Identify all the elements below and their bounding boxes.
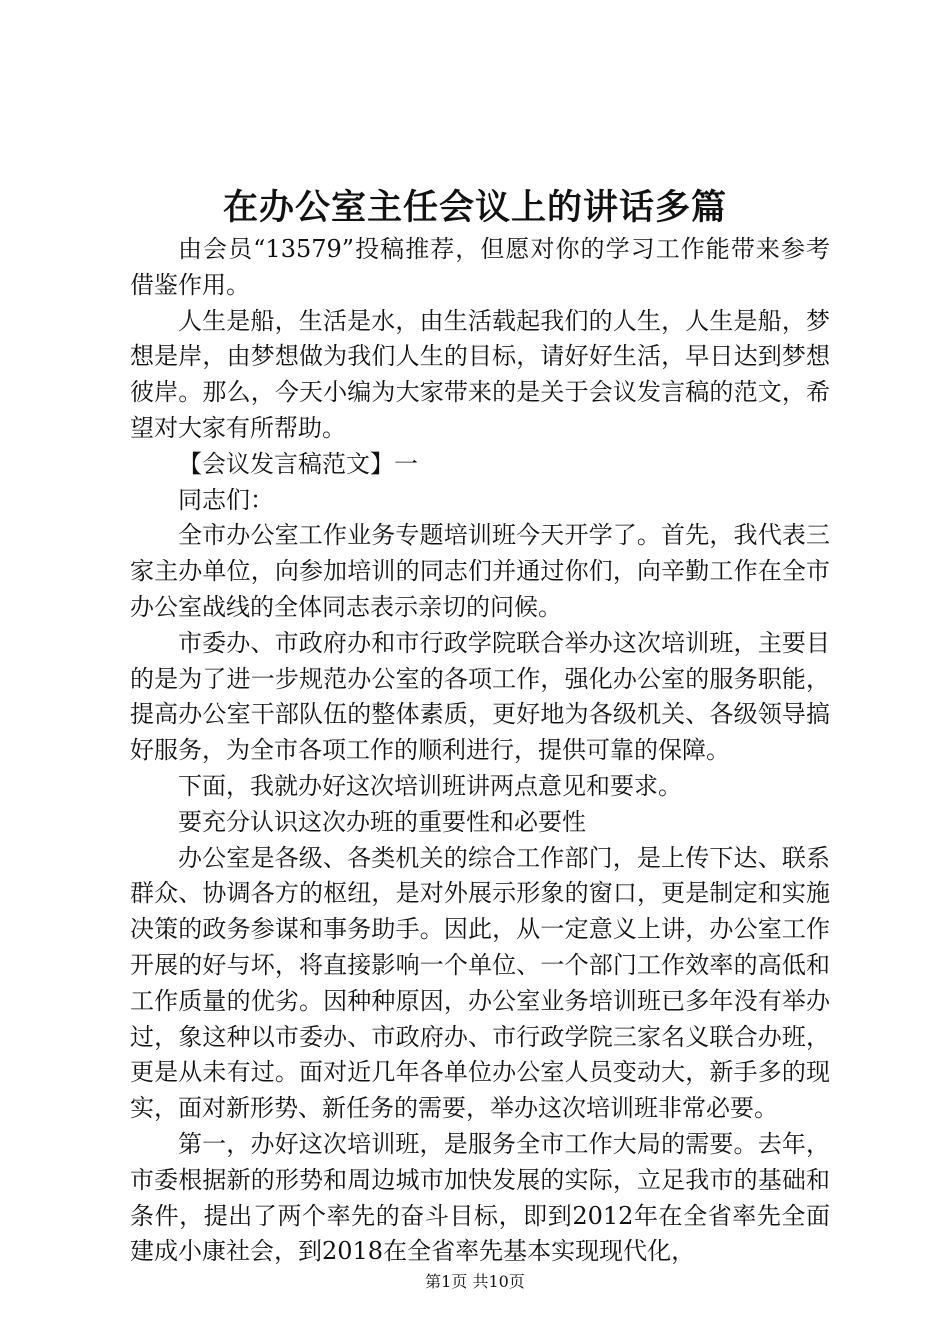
body-paragraph: 办公室是各级、各类机关的综合工作部门，是上传下达、联系群众、协调各方的枢纽，是对外展示形象的窗口，更是制定和实施决策的政务参谋和事务助手。因此，从一定意义上讲，办公室工作开展的好与坏，将直接影响一个单位、一个部门工作效率的高低和工作质量的优劣。因种种原因，办公室业务培训班已多年没有举办过，象这种以市委办、市政府办、市行政学院三家名义联合办班，更是从未有过。面对近几年各单位办公室人员变动大，新手多的现实，面对新形势、新任务的需要，举办这次培训班非常必要。 [130,843,830,1123]
body-paragraph: 全市办公室工作业务专题培训班今天开学了。首先，我代表三家主办单位，向参加培训的同志们并通过你们，向辛勤工作在全市办公室战线的全体同志表示亲切的问候。 [130,521,830,621]
body-paragraph: 市委办、市政府办和市行政学院联合举办这次培训班，主要目的是为了进一步规范办公室的各项工作，强化办公室的服务职能，提高办公室干部队伍的整体素质，更好地为各级机关、各级领导搞好服务，为全市各项工作的顺利进行，提供可靠的保障。 [130,628,830,765]
salutation: 同志们： [178,485,274,514]
document-title: 在办公室主任会议上的讲话多篇 [222,187,727,228]
section-heading: 【会议发言稿范文】一 [178,449,418,478]
page-number-footer: 第1页 共10页 [425,1272,525,1291]
subheading: 要充分认识这次办班的重要性和必要性 [178,807,586,836]
document-body [130,232,830,1270]
intro-paragraph: 由会员“13579”投稿推荐，但愿对你的学习工作能带来参考借鉴作用。 [130,235,830,299]
body-paragraph: 下面，我就办好这次培训班讲两点意见和要求。 [178,771,682,800]
body-paragraph: 人生是船，生活是水，由生活载起我们的人生，人生是船，梦想是岸，由梦想做为我们人生的目标，请好好生活，早日达到梦想彼岸。那么，今天小编为大家带来的是关于会议发言稿的范文，希望对大家有所帮助。 [130,306,830,442]
body-paragraph: 第一，办好这次培训班，是服务全市工作大局的需要。去年，市委根据新的形势和周边城市加快发展的实际，立足我市的基础和条件，提出了两个率先的奋斗目标，即到2012年在全省率先全面建成小康社会，到2018在全省率先基本实现现代化， [130,1129,830,1266]
